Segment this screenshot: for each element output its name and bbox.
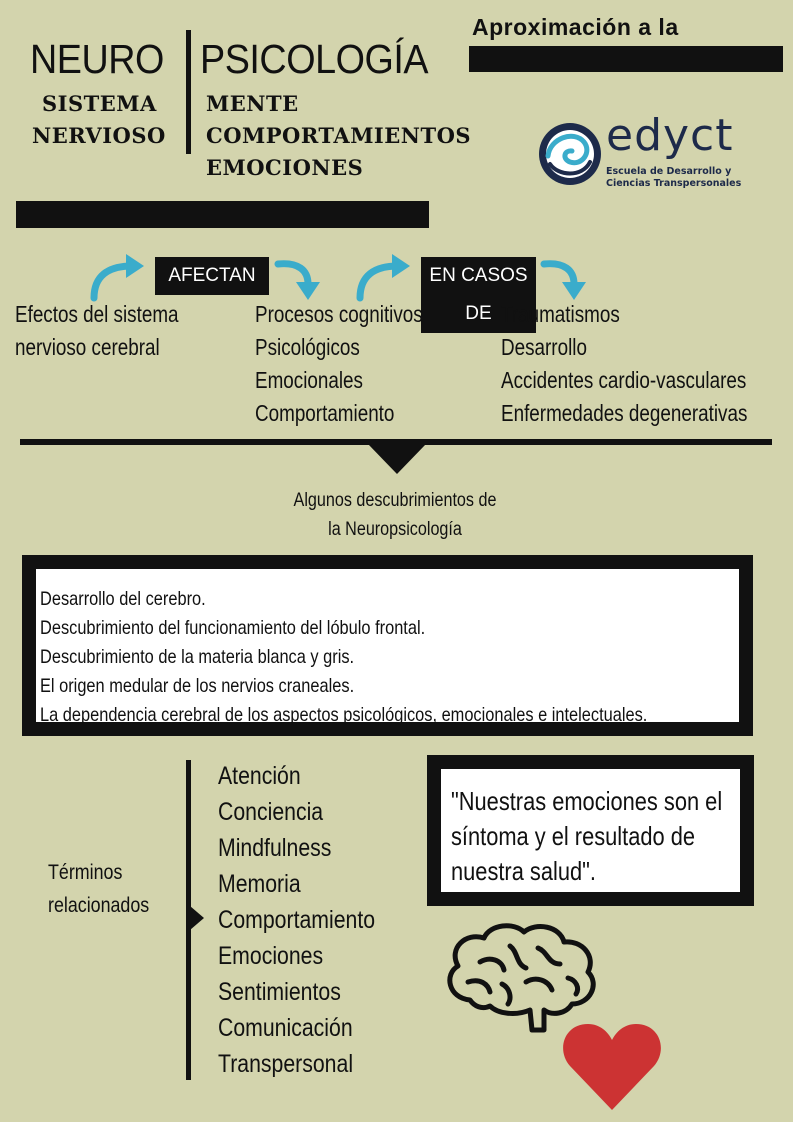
- list-item: nervioso cerebral: [15, 334, 160, 360]
- flow-col-efectos: [15, 298, 179, 364]
- curved-arrow-down-icon-2: [540, 256, 590, 304]
- header-aproximacion: Aproximación a la: [472, 14, 679, 40]
- list-item: Atención: [218, 762, 301, 790]
- discoveries-title: [255, 486, 536, 544]
- flow-col-procesos: [255, 298, 423, 430]
- terms-label-line1: Términos: [48, 861, 123, 884]
- list-item: La dependencia cerebral de los aspectos psicológicos, emocionales e intelectuales.: [40, 704, 648, 726]
- curved-arrow-up-icon-2: [352, 250, 418, 302]
- tag-en-casos-de: EN CASOS DE: [421, 257, 536, 333]
- list-item: Mindfulness: [218, 834, 332, 862]
- list-item: Memoria: [218, 870, 301, 898]
- list-item: Efectos del sistema: [15, 301, 179, 327]
- list-item: El origen medular de los nervios craneales.: [40, 675, 355, 697]
- edyct-logo-name: edyct: [606, 110, 734, 161]
- list-item: Desarrollo: [501, 334, 587, 360]
- list-item: Emociones: [218, 942, 324, 970]
- title-divider: [186, 30, 191, 154]
- edyct-logo: [536, 110, 776, 193]
- quote-line-2: síntoma y el resultado de: [451, 821, 696, 851]
- list-item: Traumatismos: [501, 301, 620, 327]
- list-item: Accidentes cardio-vasculares: [501, 367, 747, 393]
- tag-afectan: AFECTAN: [155, 257, 269, 295]
- curved-arrow-up-icon: [86, 250, 152, 302]
- terms-list: [218, 758, 375, 1082]
- title-psicologia: PSICOLOGÍA: [200, 36, 429, 82]
- subterm-nervioso: NERVIOSO: [32, 123, 166, 148]
- list-item: Transpersonal: [218, 1050, 354, 1078]
- list-item: Comportamiento: [218, 906, 376, 934]
- subterm-emociones: EMOCIONES: [206, 155, 364, 180]
- list-item: Descubrimiento del funcionamiento del lóbulo frontal.: [40, 617, 426, 639]
- heart-icon: [562, 1020, 662, 1112]
- terms-pointer-icon: [190, 906, 204, 930]
- section-black-bar: [16, 201, 429, 228]
- triangle-pointer-icon: [368, 444, 426, 474]
- subterm-sistema: SISTEMA: [42, 91, 157, 116]
- list-item: Conciencia: [218, 798, 324, 826]
- edyct-logo-line1: Escuela de Desarrollo y: [606, 166, 732, 177]
- curved-arrow-down-icon: [274, 256, 324, 304]
- discoveries-list: [40, 585, 647, 730]
- list-item: Emocionales: [255, 367, 363, 393]
- quote-box: [427, 755, 754, 906]
- title-neuro: NEURO: [30, 36, 164, 82]
- list-item: Comportamiento: [255, 400, 395, 426]
- list-item: Enfermedades degenerativas: [501, 400, 748, 426]
- terms-label-line2: relacionados: [48, 894, 150, 917]
- discoveries-box: [22, 555, 753, 736]
- flow-col-casos: [501, 298, 747, 430]
- right-subterms: [206, 88, 471, 184]
- quote-line-1: "Nuestras emociones son el: [451, 786, 723, 816]
- header-black-bar: [469, 46, 783, 72]
- edyct-logo-icon: [536, 120, 604, 188]
- quote-text: [451, 784, 722, 889]
- list-item: Desarrollo del cerebro.: [40, 588, 206, 610]
- list-item: Psicológicos: [255, 334, 360, 360]
- list-item: Comunicación: [218, 1014, 353, 1042]
- list-item: Sentimientos: [218, 978, 341, 1006]
- subterm-comportamientos: COMPORTAMIENTOS: [206, 123, 472, 148]
- discoveries-title-line1: Algunos descubrimientos de: [293, 490, 497, 511]
- edyct-logo-line2: Ciencias Transpersonales: [606, 178, 742, 189]
- terms-label: [48, 856, 149, 922]
- discoveries-title-line2: la Neuropsicología: [328, 519, 462, 540]
- left-subterms: [32, 88, 166, 152]
- subterm-mente: MENTE: [206, 91, 299, 116]
- list-item: Descubrimiento de la materia blanca y gris.: [40, 646, 355, 668]
- quote-line-3: nuestra salud".: [451, 856, 596, 886]
- list-item: Procesos cognitivos: [255, 301, 423, 327]
